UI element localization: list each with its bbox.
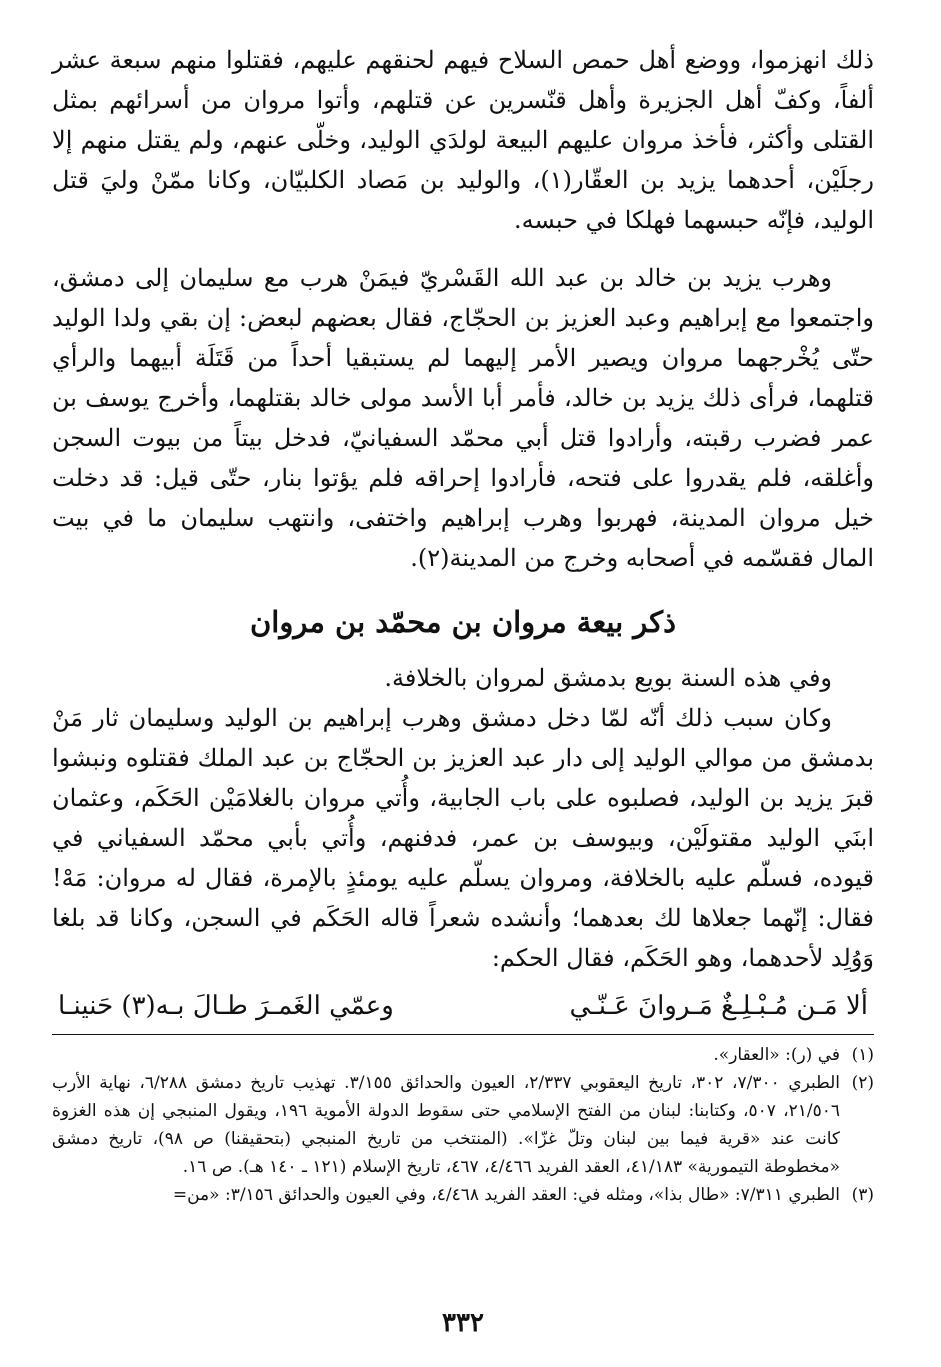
footnote-number: (٣) [851, 1185, 874, 1205]
footnote-1 [52, 1041, 874, 1069]
page-number: ٣٣٢ [442, 1308, 484, 1338]
document-page [52, 40, 874, 1340]
footnote-3 [52, 1181, 874, 1209]
body-paragraph-3: وفي هذه السنة بويع بدمشق لمروان بالخلافة. [384, 664, 832, 692]
footnote-text: الطبري ٧/٣١١: «طال بذا»، ومثله في: العقد الفريد ٤/٤٦٨، وفي العيون والحدائق ٣/١٥٦: «من= [172, 1185, 840, 1205]
poem-first-hemistich: ألا مَـن مُـبْـلِـغٌ مَـروانَ عَـنّـي [569, 991, 868, 1021]
footnote-number: (٢) [851, 1073, 874, 1093]
footnote-number: (١) [851, 1045, 874, 1065]
poem-verse [52, 984, 874, 1028]
footnote-2 [52, 1069, 874, 1181]
poem-second-hemistich: وعمّي الغَمـرَ طـالَ بـه(٣) حَنينـا [58, 991, 394, 1021]
footnote-text: في (ر): «العقار». [713, 1045, 840, 1065]
footnotes [52, 1041, 874, 1209]
footnote-divider [52, 1034, 874, 1035]
body-paragraph-2: وهرب يزيد بن خالد بن عبد الله القَسْريّ فيمَنْ هرب مع سليمان إلى دمشق، واجتمعوا مع إبراهيم وعبد العزيز بن الحجّاج، فقال بعضهم لبعض: إن بقي ولدا الوليد حتّى يُخْرجهما مروان ويصير الأمر إليهما لم يستبقيا أحداً من قَتَلَة أبيهما والرأي قتلهما، فرأى ذلك يزيد بن خالد، فأمر أبا الأسد مولى خالد بقتلهما، وأخرج يوسف بن عمر فضرب رقبته، وأرادوا قتل أبي محمّد السفيانيّ، فدخل بيتاً من بيوت السجن وأغلقه، فلم يقدروا على فتحه، فأرادوا إحراقه فلم يؤتوا بنار، حتّى قيل: قد دخلت خيل مروان المدينة، فهربوا وهرب إبراهيم واختفى، وانتهب سليمان ما في بيت المال فقسّمه في أصحابه وخرج من المدينة(٢). [52, 264, 874, 572]
body-paragraph-1: ذلك انهزموا، ووضع أهل حمص السلاح فيهم لحنقهم عليهم، فقتلوا منهم سبعة عشر ألفاً، وكفّ أهل الجزيرة وأهل قنّسرين عن قتلهم، وأتوا مروان من أسرائهم بمثل القتلى وأكثر، فأخذ مروان عليهم البيعة لولدَي الوليد، وخلّى عنهم، ولم يقتل منهم إلا رجلَيْن، أحدهما يزيد بن العقّار(١)، والوليد بن مَصاد الكلبيّان، وكانا ممّنْ وليَ قتل الوليد، فإنّه حبسهما فهلكا في حبسه. [52, 46, 874, 234]
section-heading: ذكر بيعة مروان بن محمّد بن مروان [250, 605, 676, 639]
body-paragraph-4: وكان سبب ذلك أنّه لمّا دخل دمشق وهرب إبراهيم بن الوليد وسليمان ثار مَنْ بدمشق من موالي الوليد إلى دار عبد العزيز بن الحجّاج بن عبد الملك فقتلوه ونبشوا قبرَ يزيد بن الوليد، فصلبوه على باب الجابية، وأُتي مروان بالغلامَيْن الحَكَم، وعثمان ابنَي الوليد مقتولَيْن، وبيوسف بن عمر، فدفنهم، وأُتي بأبي محمّد السفياني في قيوده، فسلّم عليه بالخلافة، ومروان يسلّم عليه يومئذٍ بالإمرة، فقال له مروان: مَهْ! فقال: إنّهما جعلاها لك بعدهما؛ وأنشده شعراً قاله الحَكَم في السجن، وكانا قد بلغا وَوُلِد لأحدهما، وهو الحَكَم، فقال الحكم: [52, 704, 875, 972]
footnote-text: الطبري ٧/٣٠٠، ٣٠٢، تاريخ اليعقوبي ٢/٣٣٧، العيون والحدائق ٣/١٥٥. تهذيب تاريخ دمشق ٦/٢٨٨، نهاية الأرب ٢١/٥٠٦، ٥٠٧، وكتابنا: لبنان من الفتح الإسلامي حتى سقوط الدولة الأموية ١٩٦، ويقول المنبجي إن هذه الغزوة كانت عند «قرية فيما بين لبنان وتلّ غزّا». (المنتخب من تاريخ المنبجي (بتحقيقنا) ص ٩٨)، تاريخ دمشق «مخطوطة التيمورية» ٤١/١٨٣، العقد الفريد ٤/٤٦٦، ٤٦٧، تاريخ الإسلام (١٢١ ـ ١٤٠ هـ). ص ١٦. [52, 1073, 841, 1177]
